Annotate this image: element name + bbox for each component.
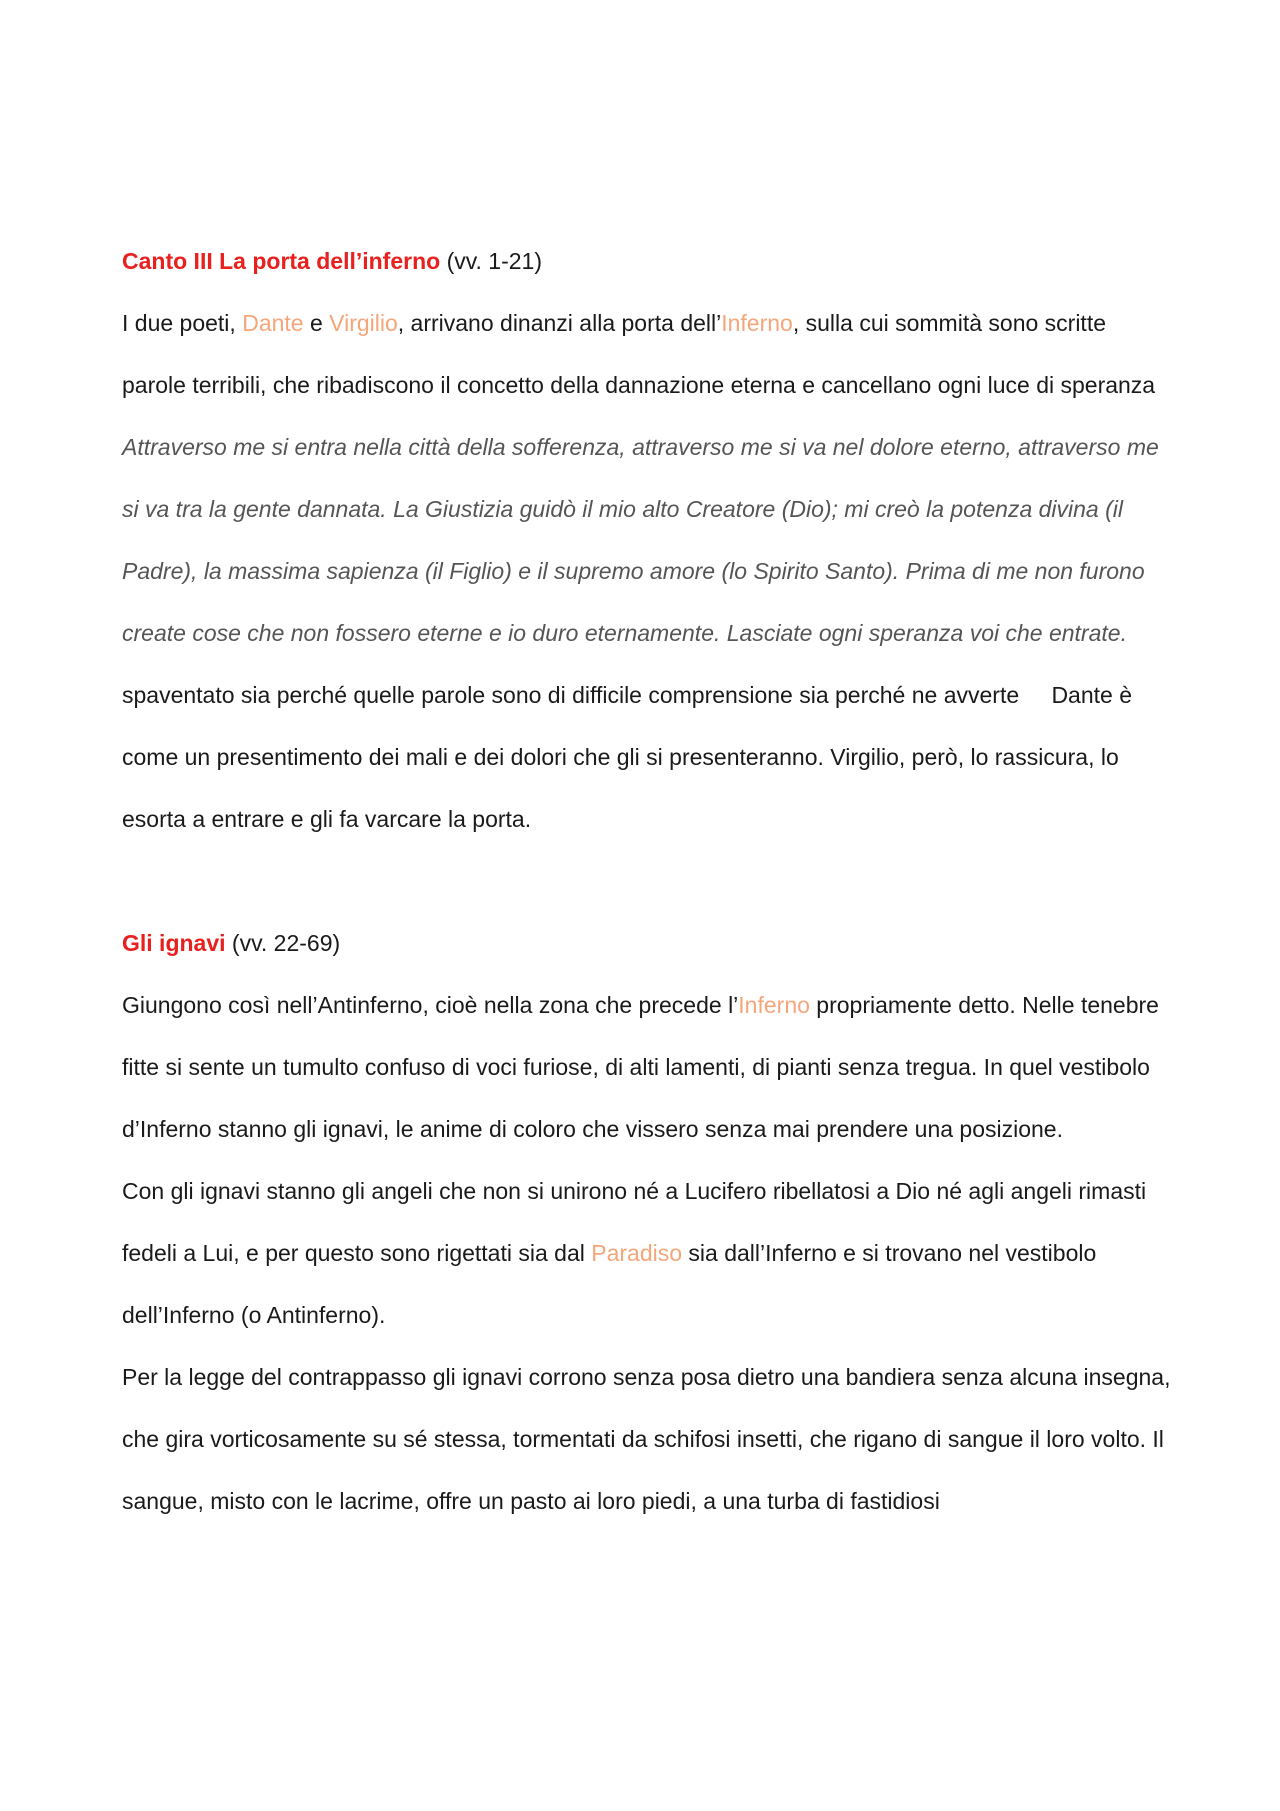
spacer bbox=[122, 850, 1172, 912]
text-run: propriamente detto. Nelle tenebre fitte si sente un tumulto confuso di voci furiose, di alti lamenti, di pianti senza tregua. In quel vestibolo d’Inferno stanno gli ignavi, le anime di coloro che vissero senza mai prendere una posizione. bbox=[122, 992, 1159, 1142]
link-inferno[interactable]: Inferno bbox=[738, 992, 810, 1018]
heading-title: Canto III La porta dell’inferno bbox=[122, 248, 441, 274]
section-heading-2 bbox=[122, 912, 1172, 974]
document-body bbox=[122, 230, 1172, 1532]
link-dante[interactable]: Dante bbox=[242, 310, 304, 336]
text-run: , arrivano dinanzi alla porta dell’ bbox=[397, 310, 722, 336]
link-virgilio[interactable]: Virgilio bbox=[329, 310, 398, 336]
section-heading-1 bbox=[122, 230, 1172, 292]
text-run: , sulla cui sommità sono scritte parole terribili, che ribadiscono il concetto della dannazione eterna e cancellano ogni luce di speranza bbox=[122, 310, 1156, 398]
paragraph bbox=[122, 1160, 1172, 1346]
text-run: e bbox=[303, 310, 330, 336]
link-paradiso[interactable]: Paradiso bbox=[591, 1240, 683, 1266]
text-run: I due poeti, bbox=[122, 310, 243, 336]
text-run: Giungono così nell’Antinferno, cioè nella zona che precede l’ bbox=[122, 992, 739, 1018]
quote-text: Attraverso me si entra nella città della sofferenza, attraverso me si va nel dolore eterno, attraverso me si va tra la gente dannata. La Giustizia guidò il mio alto Creatore (Dio); mi creò la potenza divina (il Padre), la massima sapienza (il Figlio) e il supremo amore (lo Spirito Santo). Prima di me non furono create cose che non fossero eterne e io duro eternamente. Lasciate ogni speranza voi che entrate. bbox=[122, 434, 1159, 646]
paragraph: spaventato sia perché quelle parole sono di difficile comprensione sia perché ne avverte come un presentimento dei mali e dei dolori che gli si presenteranno. Virgilio, però, lo rassicura, lo esorta a entrare e gli fa varcare la porta. bbox=[122, 682, 1119, 832]
paragraph: Per la legge del contrappasso gli ignavi corrono senza posa dietro una bandiera senza alcuna insegna, che gira vorticosamente su sé stessa, tormentati da schifosi insetti, che rigano di sangue il loro volto. Il sangue, misto con le lacrime, offre un pasto ai loro piedi, a una turba di fastidiosi bbox=[122, 1364, 1171, 1514]
text-run: Con gli ignavi stanno gli angeli che non si unirono né a Lucifero ribellatosi a Dio né agli angeli rimasti fedeli a Lui, e per questo sono rigettati sia dal bbox=[122, 1178, 1147, 1266]
heading-title: Gli ignavi bbox=[122, 930, 226, 956]
text-run: sia dall’Inferno e si trovano nel vestibolo dell’Inferno (o Antinferno). bbox=[122, 1240, 1097, 1328]
link-inferno[interactable]: Inferno bbox=[721, 310, 793, 336]
text-run: Dante è bbox=[1051, 682, 1132, 708]
inscription-quote bbox=[122, 416, 1172, 708]
paragraph bbox=[122, 292, 1172, 416]
paragraph bbox=[122, 974, 1172, 1160]
heading-verse-ref: (vv. 22-69) bbox=[225, 930, 341, 956]
heading-verse-ref: (vv. 1-21) bbox=[440, 248, 543, 274]
